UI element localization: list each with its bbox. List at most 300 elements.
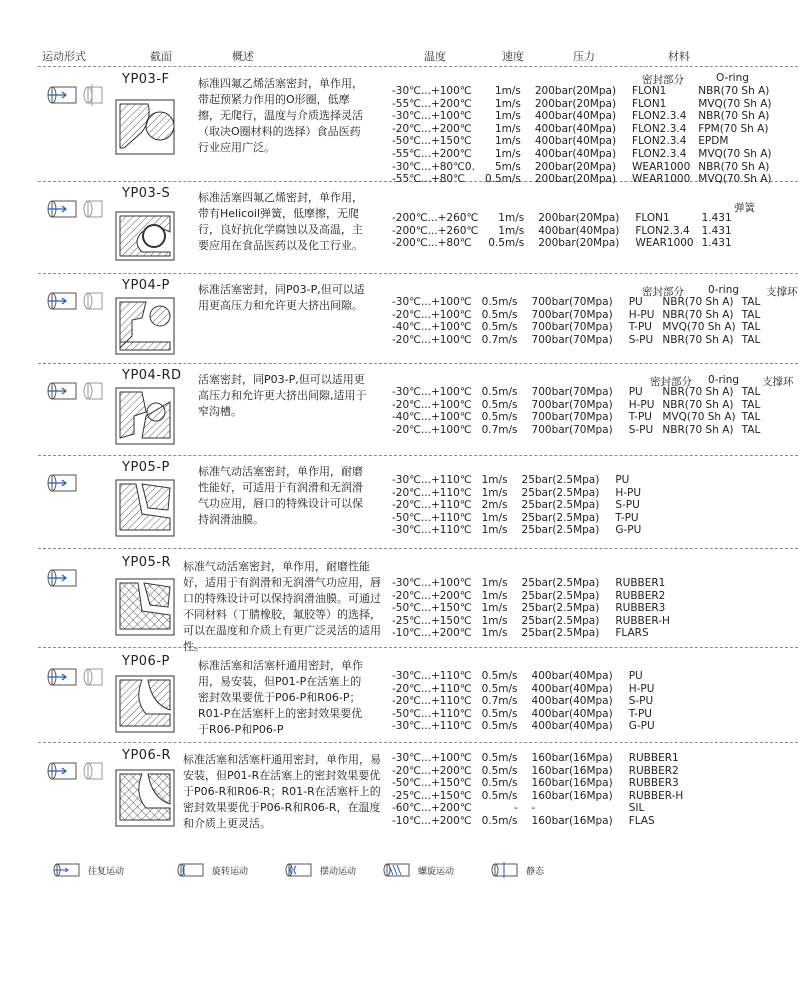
spec-cell: -30℃...+100℃ bbox=[392, 296, 472, 308]
spec-cell: MVQ(70 Sh A) bbox=[698, 97, 772, 110]
spec-cell: 25bar(2.5Mpa) bbox=[521, 627, 600, 640]
spec-cell: 0.7m/s bbox=[481, 423, 518, 436]
spec-cell: WEAR1000 bbox=[632, 160, 691, 173]
reciprocating-motion-icon bbox=[44, 198, 106, 220]
product-code: YP03-F bbox=[122, 72, 170, 87]
spec-cell: 400bar(40Mpa) bbox=[538, 224, 620, 237]
spec-row bbox=[392, 225, 738, 238]
spec-cell: RUBBER3 bbox=[628, 777, 679, 790]
spec-cell: 25bar(2.5Mpa) bbox=[521, 524, 600, 537]
spec-cell: S-PU bbox=[628, 695, 654, 708]
oscillating-motion-icon bbox=[284, 862, 314, 878]
spec-cell: -30℃...+100℃ bbox=[392, 386, 472, 398]
spec-cell: -10℃...+200℃ bbox=[392, 814, 472, 827]
spec-table bbox=[392, 577, 678, 640]
spec-cell: 25bar(2.5Mpa) bbox=[521, 577, 600, 589]
spec-cell: 25bar(2.5Mpa) bbox=[521, 474, 600, 486]
spec-cell: 400bar(40Mpa) bbox=[531, 707, 613, 720]
spec-cell: -200℃...+260℃ bbox=[392, 212, 479, 224]
spec-cell: 0.5m/s bbox=[481, 707, 518, 720]
spec-cell: TAL bbox=[741, 386, 761, 398]
spec-cell: 0.5m/s bbox=[481, 321, 518, 334]
spec-cell: 0.5m/s bbox=[484, 173, 521, 186]
spec-cell: 1m/s bbox=[494, 135, 521, 148]
spec-cell: -200℃...+80℃ bbox=[392, 237, 472, 250]
spec-cell: G-PU bbox=[615, 524, 642, 537]
spec-cell: 200bar(20Mpa) bbox=[534, 85, 617, 97]
spec-cell: 400bar(40Mpa) bbox=[531, 720, 613, 733]
spec-cell: FLAS bbox=[628, 814, 655, 827]
seal-cross-section-icon bbox=[112, 670, 178, 740]
spec-cell: H-PU bbox=[628, 308, 655, 321]
spec-cell: PU bbox=[628, 670, 643, 682]
spec-cell: -50℃...+110℃ bbox=[392, 511, 472, 524]
spec-row bbox=[392, 98, 778, 111]
spec-cell: 700bar(70Mpa) bbox=[531, 296, 613, 308]
spec-row bbox=[392, 161, 778, 174]
spec-cell: FLON2.3.4 bbox=[632, 147, 687, 160]
spec-cell: 0.5m/s bbox=[481, 814, 518, 827]
header-material: 材料 bbox=[668, 50, 690, 63]
spec-cell: 25bar(2.5Mpa) bbox=[521, 614, 600, 627]
reciprocating-motion-icon bbox=[44, 380, 106, 402]
spec-cell: MVQ(70 Sh A) bbox=[662, 321, 736, 334]
spec-cell: 0.5m/s bbox=[481, 720, 518, 733]
product-code: YP05-P bbox=[122, 460, 170, 475]
reciprocating-motion-icon bbox=[44, 84, 106, 106]
spec-cell: 0.7m/s bbox=[481, 695, 518, 708]
spec-cell: NBR(70 Sh A) bbox=[698, 85, 770, 97]
spec-cell: 0.5m/s bbox=[481, 752, 518, 764]
spec-cell: 1m/s bbox=[481, 614, 508, 627]
spec-cell: -30℃...+100℃ bbox=[392, 85, 472, 97]
rotary-motion-icon bbox=[176, 862, 206, 878]
material-head-support: 支撑环 bbox=[762, 376, 794, 388]
spec-cell: 0.5m/s bbox=[481, 296, 518, 308]
spec-row bbox=[392, 615, 678, 628]
row-divider bbox=[38, 66, 798, 67]
spec-cell: -20℃...+110℃ bbox=[392, 499, 472, 512]
spec-cell: TAL bbox=[741, 333, 761, 346]
row-divider bbox=[38, 455, 798, 456]
spec-cell: NBR(70 Sh A) bbox=[662, 296, 734, 308]
product-code: YP06-R bbox=[122, 748, 172, 763]
spec-cell: 1m/s bbox=[494, 85, 521, 97]
spec-row bbox=[392, 85, 778, 98]
product-row-yp03-s bbox=[0, 184, 800, 272]
spec-cell: PU bbox=[628, 296, 643, 308]
spec-cell: 0.5m/s bbox=[481, 308, 518, 321]
spec-table bbox=[392, 752, 691, 828]
spec-cell: FLON1 bbox=[632, 97, 667, 110]
spec-cell: 0.5m/s bbox=[481, 386, 518, 398]
product-description: 标准活塞密封，同P03-P,但可以适用更高压力和允许更大挤出间隙。 bbox=[198, 283, 365, 312]
product-code: YP05-R bbox=[122, 555, 172, 570]
spec-cell: H-PU bbox=[615, 486, 642, 499]
reciprocating-motion-icon bbox=[52, 862, 82, 878]
spec-cell: 700bar(70Mpa) bbox=[531, 398, 613, 411]
seal-cross-section-icon bbox=[112, 92, 178, 162]
product-description: 活塞密封，同P03-P,但可以适用更高压力和允许更大挤出间隙,适用于窄沟槽。 bbox=[198, 373, 367, 418]
legend-label: 静态 bbox=[526, 866, 545, 877]
spec-cell: 400bar(40Mpa) bbox=[531, 682, 613, 695]
spec-cell: 1m/s bbox=[481, 524, 508, 537]
spec-cell: S-PU bbox=[628, 423, 654, 436]
spec-cell: G-PU bbox=[628, 720, 655, 733]
spec-cell: -50℃...+150℃ bbox=[392, 777, 472, 790]
spec-row bbox=[392, 720, 663, 733]
spec-cell: 1.431 bbox=[701, 237, 732, 250]
spec-cell: 160bar(16Mpa) bbox=[531, 814, 613, 827]
product-row-yp05-p bbox=[0, 458, 800, 546]
spec-cell: -30℃...+100℃ bbox=[392, 752, 472, 764]
spec-cell: 700bar(70Mpa) bbox=[531, 386, 613, 398]
spec-cell: TAL bbox=[741, 296, 761, 308]
spec-row bbox=[392, 399, 760, 412]
row-divider bbox=[38, 647, 798, 648]
spec-row bbox=[392, 334, 760, 347]
material-head-oring: 0-ring bbox=[708, 284, 740, 296]
product-description: 标准气动活塞密封，单作用，耐磨性能好，适用于有润滑和无润滑气功应用，唇口的特殊设计可以保持润滑油膜。可通过不同材料（丁腈橡胶，氟胶等）的选择，可以在温度和介质上有更广泛灵活的适用性。 bbox=[183, 560, 381, 653]
spec-cell: FLARS bbox=[615, 627, 649, 640]
spec-cell: 700bar(70Mpa) bbox=[531, 423, 613, 436]
spec-cell: 0.5m/s bbox=[481, 789, 518, 802]
spec-cell: -30℃...+110℃ bbox=[392, 474, 472, 486]
product-row-yp04-p bbox=[0, 276, 800, 362]
product-description: 标准活塞和活塞杆通用密封，单作用，易安装，但P01-R在活塞上的密封效果要优于P06-R和R06-R；R01-R在活塞杆上的密封效果要优于P06-R和R06-R，在温度和介质上更灵活。 bbox=[183, 753, 381, 830]
spec-cell: 1m/s bbox=[481, 589, 508, 602]
reciprocating-motion-icon bbox=[44, 567, 106, 589]
spec-cell: 400bar(40Mpa) bbox=[531, 695, 613, 708]
spec-cell: -20℃...+200℃ bbox=[392, 122, 472, 135]
helical-motion-icon bbox=[382, 862, 412, 878]
product-description: 标准四氟乙烯活塞密封，单作用，带起预紧力作用的O形圈，低摩擦，无爬行，温度与介质选择灵活（取决O圈材料的选择）食品医药行业应用广泛。 bbox=[198, 77, 363, 154]
spec-row bbox=[392, 524, 649, 537]
spec-cell: 160bar(16Mpa) bbox=[531, 752, 613, 764]
spec-cell: -20℃...+100℃ bbox=[392, 423, 472, 436]
spec-cell: 25bar(2.5Mpa) bbox=[521, 589, 600, 602]
product-code: YP04-P bbox=[122, 278, 170, 293]
spec-row bbox=[392, 309, 760, 322]
spec-cell: 160bar(16Mpa) bbox=[531, 789, 613, 802]
spec-cell: -60℃...+200℃ bbox=[392, 802, 472, 815]
spec-cell: 1.431 bbox=[701, 212, 732, 224]
legend-reciprocating bbox=[52, 862, 124, 878]
spec-cell: 1m/s bbox=[481, 602, 508, 615]
spec-cell: -50℃...+110℃ bbox=[392, 707, 472, 720]
spec-cell: T-PU bbox=[615, 511, 639, 524]
spec-cell: -20℃...+200℃ bbox=[392, 589, 472, 602]
spec-rows bbox=[392, 212, 738, 250]
material-head-seal: 密封部分 bbox=[642, 286, 684, 298]
spec-cell: 200bar(20Mpa) bbox=[534, 97, 617, 110]
spec-cell: MVQ(70 Sh A) bbox=[662, 411, 736, 424]
spec-cell: -30℃...+100℃ bbox=[392, 110, 472, 123]
spec-cell: -55℃...+200℃ bbox=[392, 147, 472, 160]
spec-cell: 25bar(2.5Mpa) bbox=[521, 511, 600, 524]
spec-cell: -20℃...+110℃ bbox=[392, 682, 472, 695]
spec-cell: -30℃...+110℃ bbox=[392, 524, 472, 537]
spec-cell: 1m/s bbox=[481, 511, 508, 524]
spec-cell: 1m/s bbox=[481, 577, 508, 589]
legend-label: 旋转运动 bbox=[212, 866, 249, 877]
spec-cell: 0.5m/s bbox=[481, 777, 518, 790]
spec-cell: RUBBER2 bbox=[615, 589, 666, 602]
spec-cell: NBR(70 Sh A) bbox=[662, 386, 734, 398]
spec-row bbox=[392, 627, 678, 640]
spec-cell: 400bar(40Mpa) bbox=[531, 670, 613, 682]
spec-table bbox=[392, 296, 760, 346]
spec-table bbox=[392, 85, 778, 186]
spec-cell: -30℃...+110℃ bbox=[392, 720, 472, 733]
product-code: YP03-S bbox=[122, 186, 171, 201]
spec-cell: -50℃...+150℃ bbox=[392, 602, 472, 615]
spec-cell: H-PU bbox=[628, 682, 655, 695]
spec-cell: -30℃...+80℃0. bbox=[392, 160, 475, 173]
header-temp: 温度 bbox=[424, 50, 446, 63]
spec-cell: -20℃...+200℃ bbox=[392, 764, 472, 777]
spec-cell: RUBBER3 bbox=[615, 602, 666, 615]
spec-cell: 1.431 bbox=[701, 224, 732, 237]
legend-static bbox=[490, 862, 544, 878]
spec-cell: 0.5m/s bbox=[481, 398, 518, 411]
spec-cell: 400bar(40Mpa) bbox=[534, 147, 617, 160]
product-description: 标准活塞四氟乙烯密封，单作用，带有Helicoil弹簧，低摩擦，无爬行，良好抗化学腐蚀以及高温，主要应用在食品医药以及化工行业。 bbox=[198, 191, 363, 252]
material-head-oring: O-ring bbox=[716, 72, 749, 84]
spec-row bbox=[392, 474, 649, 487]
spec-cell: NBR(70 Sh A) bbox=[698, 110, 770, 123]
reciprocating-motion-icon bbox=[44, 472, 106, 494]
spec-cell: NBR(70 Sh A) bbox=[662, 333, 734, 346]
spec-cell: RUBBER2 bbox=[628, 764, 679, 777]
spec-rows bbox=[392, 577, 678, 640]
material-head-seal: 密封部分 bbox=[650, 376, 692, 388]
legend-oscillating bbox=[284, 862, 356, 878]
spec-row bbox=[392, 135, 778, 148]
spec-cell: -200℃...+260℃ bbox=[392, 224, 479, 237]
spec-cell: 1m/s bbox=[481, 486, 508, 499]
product-row-yp06-p bbox=[0, 652, 800, 740]
row-divider bbox=[38, 548, 798, 549]
spec-cell: 200bar(20Mpa) bbox=[538, 237, 620, 250]
spec-row bbox=[392, 148, 778, 161]
legend-label: 摆动运动 bbox=[320, 866, 357, 877]
spec-row bbox=[392, 708, 663, 721]
spec-cell: FLON1 bbox=[635, 212, 670, 224]
spec-cell: -30℃...+100℃ bbox=[392, 577, 472, 589]
spec-cell: 1m/s bbox=[494, 97, 521, 110]
spec-cell: 1m/s bbox=[481, 627, 508, 640]
header-section: 截面 bbox=[150, 50, 172, 63]
spec-cell: FLON2.3.4 bbox=[632, 122, 687, 135]
spec-row bbox=[392, 777, 691, 790]
spec-rows bbox=[392, 85, 778, 186]
spec-cell: 1m/s bbox=[481, 474, 508, 486]
material-head-seal: 密封部分 bbox=[642, 74, 684, 86]
spec-cell: -20℃...+110℃ bbox=[392, 486, 472, 499]
spec-table bbox=[392, 386, 760, 436]
spec-cell: WEAR1000 bbox=[635, 237, 694, 250]
spec-cell: FLON1 bbox=[632, 85, 667, 97]
spec-cell: FPM(70 Sh A) bbox=[698, 122, 769, 135]
spec-row bbox=[392, 296, 760, 309]
spec-cell: -20℃...+100℃ bbox=[392, 308, 472, 321]
header-motion: 运动形式 bbox=[42, 50, 86, 63]
product-code: YP06-P bbox=[122, 654, 170, 669]
spec-cell: MVQ(70 Sh A) bbox=[698, 173, 772, 186]
material-head-support: 支撑环 bbox=[766, 286, 798, 298]
spec-row bbox=[392, 424, 760, 437]
spec-cell: S-PU bbox=[615, 499, 640, 512]
spec-cell: -20℃...+100℃ bbox=[392, 398, 472, 411]
spec-cell: FLON2.3.4 bbox=[632, 135, 687, 148]
spec-cell: -20℃...+100℃ bbox=[392, 333, 472, 346]
static-icon bbox=[490, 862, 520, 878]
legend-rotary bbox=[176, 862, 248, 878]
product-row-yp06-r bbox=[0, 746, 800, 838]
spec-cell: FLON2.3.4 bbox=[635, 224, 690, 237]
spec-cell: 700bar(70Mpa) bbox=[531, 321, 613, 334]
spec-cell: PU bbox=[615, 474, 630, 486]
spec-cell: -10℃...+200℃ bbox=[392, 627, 472, 640]
product-row-yp04-rd bbox=[0, 366, 800, 454]
spec-table bbox=[392, 212, 738, 250]
product-row-yp03-f bbox=[0, 70, 800, 186]
legend-label: 往复运动 bbox=[88, 866, 125, 877]
material-head-oring: 0-ring bbox=[708, 374, 740, 386]
spec-cell: 5m/s bbox=[494, 160, 521, 173]
spec-row bbox=[392, 123, 778, 136]
spec-cell: WEAR1000 bbox=[632, 173, 691, 186]
spec-rows bbox=[392, 386, 760, 436]
spec-rows bbox=[392, 296, 760, 346]
product-row-yp05-r bbox=[0, 553, 800, 653]
spec-cell: TAL bbox=[741, 398, 761, 411]
spec-cell: NBR(70 Sh A) bbox=[662, 423, 734, 436]
header-speed: 速度 bbox=[502, 50, 524, 63]
spec-cell: T-PU bbox=[628, 321, 652, 334]
spec-cell: 25bar(2.5Mpa) bbox=[521, 602, 600, 615]
spec-cell: RUBBER1 bbox=[628, 752, 679, 764]
spec-cell: 700bar(70Mpa) bbox=[531, 411, 613, 424]
product-description: 标准气动活塞密封，单作用，耐磨性能好，可适用于有润滑和无润滑气功应用，唇口的特殊设计可以保持润滑油膜。 bbox=[198, 465, 363, 526]
spec-cell: 0.5m/s bbox=[481, 411, 518, 424]
spec-cell: 200bar(20Mpa) bbox=[534, 173, 617, 186]
spec-cell: 0.5m/s bbox=[481, 764, 518, 777]
seal-cross-section-icon bbox=[112, 292, 178, 362]
spec-cell: -20℃...+110℃ bbox=[392, 695, 472, 708]
spec-cell: 160bar(16Mpa) bbox=[531, 764, 613, 777]
spec-cell: 700bar(70Mpa) bbox=[531, 333, 613, 346]
spec-cell: NBR(70 Sh A) bbox=[662, 398, 734, 411]
row-divider bbox=[38, 273, 798, 274]
spec-row bbox=[392, 212, 738, 225]
spec-cell: -50℃...+150℃ bbox=[392, 135, 472, 148]
spec-cell: NBR(70 Sh A) bbox=[662, 308, 734, 321]
spec-cell: SIL bbox=[628, 802, 645, 815]
spec-cell: 25bar(2.5Mpa) bbox=[521, 486, 600, 499]
spec-table bbox=[392, 474, 649, 537]
spec-row bbox=[392, 321, 760, 334]
spec-cell: T-PU bbox=[628, 707, 652, 720]
spec-row bbox=[392, 602, 678, 615]
spec-row bbox=[392, 590, 678, 603]
spec-cell: S-PU bbox=[628, 333, 654, 346]
spec-row bbox=[392, 670, 663, 683]
reciprocating-motion-icon bbox=[44, 760, 106, 782]
spec-cell: TAL bbox=[741, 411, 761, 424]
spec-cell: T-PU bbox=[628, 411, 652, 424]
legend-label: 螺旋运动 bbox=[418, 866, 455, 877]
spec-cell: - bbox=[513, 802, 518, 815]
spec-row bbox=[392, 411, 760, 424]
spec-cell: 0.5m/s bbox=[481, 682, 518, 695]
spec-rows bbox=[392, 474, 649, 537]
seal-cross-section-icon bbox=[112, 573, 178, 643]
product-code: YP04-RD bbox=[122, 368, 182, 383]
spec-cell: 160bar(16Mpa) bbox=[531, 777, 613, 790]
row-divider bbox=[38, 363, 798, 364]
spec-cell: 200bar(20Mpa) bbox=[534, 160, 617, 173]
spec-cell: 1m/s bbox=[494, 147, 521, 160]
spec-cell: 400bar(40Mpa) bbox=[534, 122, 617, 135]
spec-cell: 2m/s bbox=[481, 499, 508, 512]
spec-cell: 0.7m/s bbox=[481, 333, 518, 346]
spec-cell: 0.5m/s bbox=[481, 670, 518, 682]
spec-row bbox=[392, 577, 678, 590]
spec-cell: -25℃...+150℃ bbox=[392, 614, 472, 627]
seal-cross-section-icon bbox=[112, 202, 178, 272]
spec-cell: -40℃...+100℃ bbox=[392, 321, 472, 334]
row-divider bbox=[38, 742, 798, 743]
spec-cell: PU bbox=[628, 386, 643, 398]
spec-row bbox=[392, 752, 691, 765]
reciprocating-motion-icon bbox=[44, 666, 106, 688]
spec-row bbox=[392, 815, 691, 828]
spec-cell: -30℃...+110℃ bbox=[392, 670, 472, 682]
spec-row bbox=[392, 683, 663, 696]
spec-cell: 400bar(40Mpa) bbox=[534, 110, 617, 123]
spec-cell: RUBBER-H bbox=[628, 789, 684, 802]
spec-cell: 700bar(70Mpa) bbox=[531, 308, 613, 321]
header-pressure: 压力 bbox=[573, 50, 595, 63]
spec-cell: -55℃...+80℃ bbox=[392, 173, 465, 186]
spec-row bbox=[392, 487, 649, 500]
spec-row bbox=[392, 802, 691, 815]
spec-cell: -25℃...+150℃ bbox=[392, 789, 472, 802]
header-desc: 概述 bbox=[232, 50, 254, 63]
spec-row bbox=[392, 386, 760, 399]
spec-cell: 25bar(2.5Mpa) bbox=[521, 499, 600, 512]
spec-rows bbox=[392, 752, 691, 828]
spec-cell: RUBBER1 bbox=[615, 577, 666, 589]
spec-cell: MVQ(70 Sh A) bbox=[698, 147, 772, 160]
seal-cross-section-icon bbox=[112, 474, 178, 544]
reciprocating-motion-icon bbox=[44, 290, 106, 312]
spec-cell: TAL bbox=[741, 321, 761, 334]
spec-cell: NBR(70 Sh A) bbox=[698, 160, 770, 173]
material-head-spring: 弹簧 bbox=[734, 202, 755, 214]
spec-cell: TAL bbox=[741, 423, 761, 436]
spec-cell: 1m/s bbox=[498, 224, 525, 237]
spec-cell: H-PU bbox=[628, 398, 655, 411]
spec-cell: - bbox=[531, 802, 536, 815]
spec-row bbox=[392, 695, 663, 708]
spec-cell: 200bar(20Mpa) bbox=[538, 212, 620, 224]
spec-row bbox=[392, 790, 691, 803]
seal-cross-section-icon bbox=[112, 764, 178, 834]
spec-cell: TAL bbox=[741, 308, 761, 321]
